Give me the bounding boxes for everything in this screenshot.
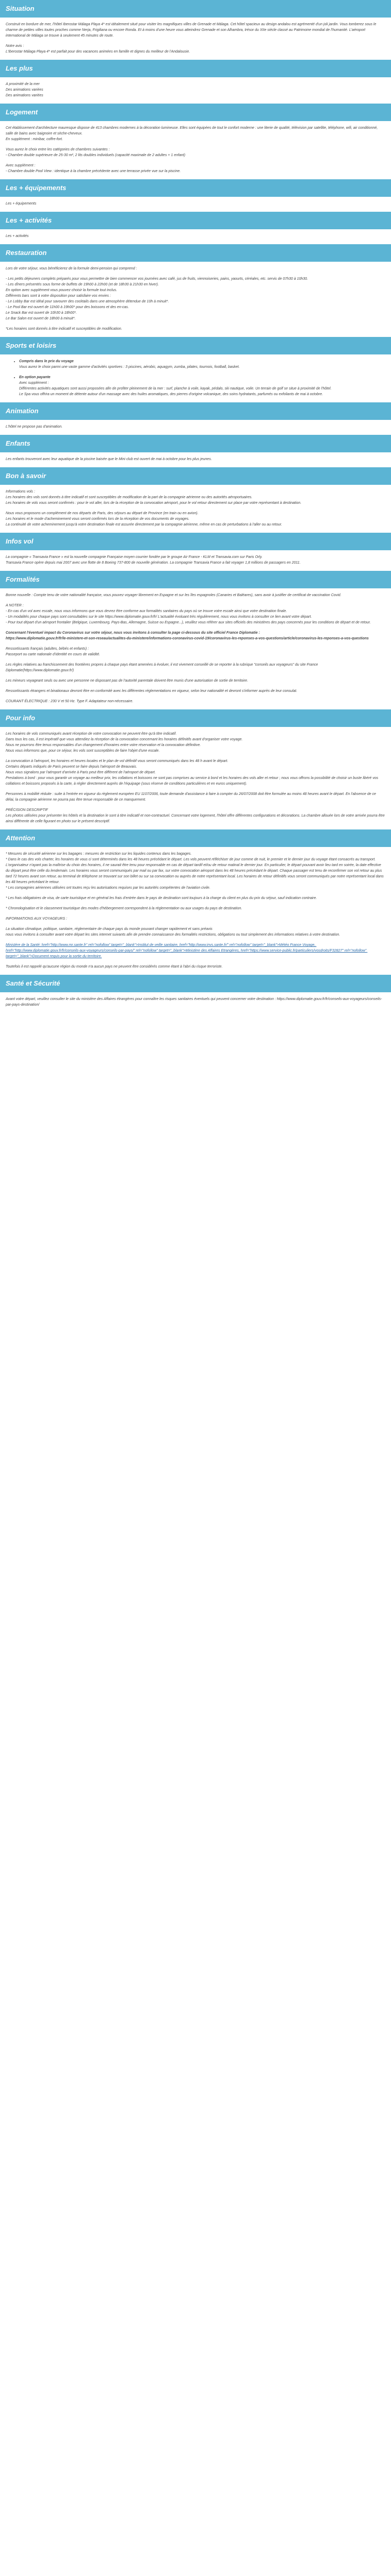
section-header-pour-info: Pour info (0, 709, 391, 727)
paragraph: PRÉCISION DESCRIPTIF Les photos utilisées pour présenter les hôtels et la destination le sont à titre indicatif et non-contractuel. Concernant votre logement, l'hôtel offre différentes configurations et décorations. La chambre allouée lors de votre arrivée pourra être ainsi différente de celle figurant en photo sur le présent descriptif. (6, 808, 385, 823)
section-body-enfants (0, 456, 391, 462)
section-header-sports: Sports et loisirs (0, 337, 391, 354)
paragraph: Les + activités (6, 234, 29, 238)
section-header-plus: Les plus (0, 60, 391, 77)
section-header-situation: Situation (0, 0, 391, 18)
paragraph: Les mineurs voyageant seuls ou avec une personne ne disposant pas de l'autorité parentale doivent être munis d'une autorisation de sortie de territoire. (6, 679, 249, 683)
section-header-infos-vol: Infos vol (0, 533, 391, 550)
paragraph: Bonne nouvelle : Compte tenu de votre nationalité française, vous pouvez voyager librement en Espagne et sur les îles espagnoles (Canaries et Baléares), sans avoir à justifier de certificat de vaccination Covid. (6, 594, 341, 597)
paragraph: Ressortissants français (adultes, bébés et enfants) : Passeport ou carte nationale d'identité en cours de validité. (6, 647, 101, 656)
section-header-bon-a-savoir: Bon à savoir (0, 467, 391, 485)
paragraph: Construit en bordure de mer, l'hôtel Iberostar Málaga Playa 4* est idéalement situé pour visiter les magnifiques villes de Grenade et Málaga. Cet hôtel spacieux au design andalou est agrémenté d'un joli jardin. Vous tomberez sous le charme de petites villes toutes proches comme Nerja, Frigiliana ou encore Ronda. Et à moins d'une heure vous atteindrez Grenade et son Alhambra, trésor du XIIe siècle classé au Patrimoine mondial de l'humanité. L'aéroport international de Málaga se trouve à seulement 45 minutes de route. (6, 23, 378, 38)
paragraph: * Les frais obligatoires de visa, de carte touristique et en général les frais d'entrée dans le pays de destination sont toujours à la charge du client en plus du prix du séjour, sauf indication contraire. (6, 896, 317, 900)
section-header-restauration: Restauration (0, 244, 391, 262)
section-body-equipements (0, 201, 391, 207)
list-item-heading: • Compris dans le prix du voyage (19, 360, 74, 363)
paragraph: Lors de votre séjour, vous bénéficierez de la formule demi-pension qui comprend : (6, 267, 137, 270)
paragraph: - Les petits déjeuners complets préparés pour vous permettre de bien commencer vos journées avec café, jus de fruits, viennoiseries, pains, yaourts, céréales, etc. servis de 07h30 à 10h30. - Les dîners présentés sous forme de buffets de 19h00 à 22h00 (et de 18h30 à 21h30 en hiver). En option avec supplément vous pouvez choisir la formule tout inclus. Différents bars sont à votre disposition pour satisfaire vos envies : - Le Lobby Bar est idéal pour savourer des cocktails dans une atmosphère détendue de 10h à minuit*. - Le Pool Bar est ouvert de 11h00 à 19h00* pour des boissons et des en-cas. Le Snack Bar est ouvert de 10h30 à 18h00*. Le Bar Salon est ouvert de 18h00 à minuit*. (6, 277, 308, 320)
section-body-situation (0, 22, 391, 55)
section-body-activites (0, 233, 391, 239)
paragraph: La convocation à l'aéroport, les horaires et heures locales et le plan de vol définitif vous seront communiqués dans les 48 h avant le départ. Certains départs indiqués de Paris peuvent se faire depuis l'aéroport de Beauvais. Nous vous signalons par l'aéroport d'arrivée à Paris peut être différent de l'aéroport de départ. Prestations à bord : pour vous garantir un voyage au meilleur prix, les collations et boissons ne sont pas comprises au service à bord et les horaires des vols aller et retour ; nous vous offrons la possibilité de choisir un buste libéré vos collations et boissons proposés à la carte, à régler directement auprès de l'équipage (sous réserve de conditions particulières et en euros uniquement). (6, 759, 379, 786)
paragraph: La compagnie « Transavia France » est la nouvelle compagnie Française moyen courrier fondée par le groupe Air France - KLM et Transavia.com sur Paris Orly. Transavia France opère depuis mai 2007 avec une flotte de 8 Boeing 737-800 de nouvelle génération. La compagnie Transavia France a fait voyager 1,8 millions de passagers en 2011. (6, 555, 301, 565)
paragraph: Les règles relatives au franchissement des frontières propres à chaque pays étant amenées à évoluer, il est vivement conseillé de se reporter à la rubrique "conseils aux voyageurs" du site France Diplomatie(https://www.diplomatie.gouv.fr/) (6, 663, 319, 672)
paragraph: Cet établissement d'architecture mauresque dispose de 413 chambres modernes à la décoration lumineuse. Elles sont équipées de tout le confort moderne : une literie de qualité, télévision par satellite, téléphone, wifi, air conditionné, salle de bains avec baignoire et sèche-cheveux. En supplément : minibar, coffre-fort. (6, 126, 378, 141)
paragraph: Toutefois il est rappelé qu'aucune région du monde n'a aucun pays ne peuvent être considérés comme étant à l'abri du risque terroriste. (6, 965, 223, 969)
section-header-animation: Animation (0, 402, 391, 420)
paragraph: *Les horaires sont donnés à titre indicatif et susceptibles de modification. (6, 327, 122, 331)
sports-list (6, 359, 385, 397)
paragraph: L'hôtel ne propose pas d'animation. (6, 425, 63, 429)
section-body-infos-vol (0, 554, 391, 566)
paragraph: Concernant l'éventuel impact du Coronavirus sur votre séjour, nous vous invitons à consulter la page ci-dessous du site officiel France Diplomatie : https://www.diplomatie.gouv.fr/fr/le-ministere-et-son-reseau/actualites-du-ministere/informations-coronavirus-covid-19/coronavirus-les-reponses-a-vos-questions/article/coronavirus-les-reponses-a-vos-questions (6, 631, 369, 640)
list-item (19, 359, 385, 370)
paragraph: Ressortissants étrangers et binationaux devront être en conformité avec les différentes réglementations en vigueur, selon leur nationalité et devront s'informer auprès de leur consulat. (6, 689, 298, 693)
paragraph: INFORMATIONS AUX VOYAGEURS : (6, 917, 68, 921)
paragraph: A NOTER : - En cas d'un vol avec escale, nous vous informons que vous devrez être conforme aux formalités sanitaires du pays où se trouve votre escale ainsi que votre destination finale. - Un modalités pour chaque pays sont consultables sur le site https://www.diplomatie.gouv.fr/fr/ L'actualité évoluant très régulièrement, nous vous invitons à consulter ce lien avant votre départ. - Pour tout départ d'un aéroport frontalier (Belgique, Luxembourg, Pays-Bas, Allemagne, Suisse ou Espagne...), veuillez vous référer aux sites officiels des ministères des pays concernés pour les conditions de départ et de retour. (6, 604, 371, 624)
section-body-animation (0, 424, 391, 430)
paragraph: Personnes à mobilité réduite : suite à l'entrée en vigueur du règlement européen EU 1107/2006, toute demande d'assistance à faire à compter du 26/07/2008 doit être formulée au moins 48 heures avant le départ. En l'absence de ce délai, la compagnie aérienne ne pourra pas être tenue responsable de ce manquement. (6, 792, 377, 802)
section-body-pour-info (0, 731, 391, 824)
section-body-bon-a-savoir (0, 489, 391, 528)
section-body-attention (0, 851, 391, 970)
page (0, 0, 391, 1008)
section-body-sports (0, 359, 391, 397)
paragraph: Les enfants trouveront avec leur aquatique de la piscine baisée que le Mini club est ouvert de mai à octobre pour les plus jeunes. (6, 457, 212, 461)
section-header-enfants: Enfants (0, 435, 391, 452)
paragraph: La situation climatique, politique, sanitaire, réglementaire de chaque pays du monde pouvant changer rapidement et sans préavis nous vous invitons à consulter avant votre départ les sites internet suivants afin de prendre connaissance des formalités restrictions, obligations ou tout simplement des informations relatives à votre destination. (6, 927, 340, 937)
paragraph: Informations vols : Les horaires des vols sont donnés à titre indicatif et sont susceptibles de modification de la part de la compagnie aérienne ou des autorités aéroportuaires. Les horaires de vols vous seront confirmés : pour le vol aller, lors de la réception de la convocation aéroport, pour le vol retour directement sur place par votre représentant à destination. (6, 490, 302, 505)
paragraph: Notre avis : L'Iberostar Málaga Playa 4* est parfait pour des vacances animées en famille et dignes du meilleur de l'Andalousie. (6, 44, 190, 54)
links-paragraph[interactable]: Ministère de la Santé: href="http://www.mr.sante.fr" rel="nofollow" target="_blank">Institut de veille sanitaire, href="http://www.invs.sante.fr/" rel="nofollow" target="_blank">Météo France Voyage, href="http://www.diplomatie.gouv.fr/fr/conseils-aux-voyageurs/conseils-par-pays/" rel="nofollow" target="_blank">Ministère des Affaires Etrangères, href="https://www.service-public.fr/particuliers/vosdroits/F32827" rel="nofollow" target="_blank">Document requis pour la sortie du territoire. (6, 943, 368, 958)
paragraph: Vous aurez le choix entre les catégories de chambres suivantes : - Chambre double supérieure de 25-30 m², 2 lits doubles individuels (capacité maximale de 2 adultes + 1 enfant) (6, 148, 186, 157)
list-item (19, 375, 385, 397)
section-body-logement (0, 125, 391, 174)
section-header-attention: Attention (0, 829, 391, 847)
paragraph: Les horaires de vols communiqués avant réception de votre convocation ne peuvent être qu'à titre indicatif. Dans tous les cas, il est impératif que vous attendiez la réception de la convocation concernant les horaires définitifs avant d'organiser votre voyage. Nous ne pourrons être tenus responsables d'un changement d'horaires entre votre réservation et la convocation définitive. Nous vous informons que, pour ce séjour, les vols sont susceptibles de faire l'objet d'une escale. (6, 732, 243, 753)
paragraph: * Chronologisation et le classement touristique des modes d'hébergement correspondent à la réglementation ou aux usages du pays de destination. (6, 907, 242, 910)
section-header-formalites: Formalités (0, 571, 391, 588)
section-body-formalites (0, 592, 391, 704)
list-item-heading: • En option payante (19, 376, 51, 379)
paragraph: * Mesures de sécurité aérienne sur les bagages : mesures de restriction sur les liquides contenus dans les bagages. * Dans le cas des vols charter, les horaires de vous ci sont déterminés dans les 48 heures précédant le départ. Les vols peuvent réfléchiser de jour comme de nuit, le premier et le dernier jour du voyage étant consacrés au transport. L'organisateur n'ayant pas la maîtrise du choix des horaires, il ne saurait être tenu pour responsable en cas de départ tardif et/ou de retour matinal le dernier jour. En particulier, le départ pouvant avoir lieu tard en soirée, la date effective du départ peut être celle du lendemain. Les horaires vous seront communiqués par mail ou par fax, sur votre convocation aéroport dans les 48 heures précédant le départ. Chaque passager est tenu de reconfirmer son vol retour au plus tard 72 heures avant son retour, au terminal de téléphone se trouvant sur son billet ou sur sa convocation ou auprès de notre représentant local. Les horaires de retour définitifs vous seront communiqués par notre représentant local dans les 48 heures précédant le retour. * Les compagnies aériennes utilisées ont toutes reçu les autorisations requises par les autorités compétentes de l'aviation civile. (6, 852, 384, 890)
paragraph: Les + équipements (6, 202, 37, 206)
paragraph: Nous vous proposons un complément de nos départs de Paris, des séjours au départ de Province (en train ou en avion). Les horaires et le mode d'acheminement vous seront confirmés lors de la réception de vos documents de voyages. La continuité de votre acheminement jusqu'à votre destination finale est assurée directement par la compagnie aérienne, même en cas de perturbations à l'aller ou au retour. (6, 512, 282, 527)
list-item-text: Vous aurez le choix parmi une vaste gamme d'activités sportives : 3 piscines, aérobic, aquagym, zumba, pilates, tournois, football, basket. (19, 365, 240, 369)
section-body-plus (0, 81, 391, 98)
section-header-activites: Les + activités (0, 212, 391, 229)
list-item-text: Avec supplément : Différentes activités aquatiques sont aussi proposées afin de profiter pleinement de la mer : surf, planche à voile, kayak, pédalo, ski nautique, voile. Un terrain de golf se situe à proximité de l'hôtel. Le Spa vous offrira un moment de détente autour d'un massage avec des huiles aromatiques, des pierres d'origine volcanique, des soins hydratants, parfumés ou exfoliants de mai à octobre. (19, 381, 332, 396)
section-header-sante: Santé et Sécurité (0, 975, 391, 992)
section-header-equipements: Les + équipements (0, 179, 391, 197)
section-body-sante (0, 996, 391, 1008)
paragraph: Avec supplément : - Chambre double Pool View : identique à la chambre précédente avec une terrasse privée vue sur la piscine. (6, 164, 181, 173)
paragraph: COURANT ÉLECTRIQUE : 230 V et 50 Hz. Type F. Adaptateur non-nécessaire. (6, 700, 134, 703)
paragraph: A proximité de la mer Des animations variées Des animations variées (6, 82, 43, 97)
section-header-logement: Logement (0, 104, 391, 121)
section-body-restauration (0, 266, 391, 332)
paragraph: Avant votre départ, veuillez consulter le site du ministère des Affaires étrangères pour connaître les risques sanitaires éventuels qui peuvent concerner votre destination : https://www.diplomatie.gouv.fr/fr/conseils-aux-voyageurs/conseils-par-pays-destination/ (6, 997, 382, 1007)
